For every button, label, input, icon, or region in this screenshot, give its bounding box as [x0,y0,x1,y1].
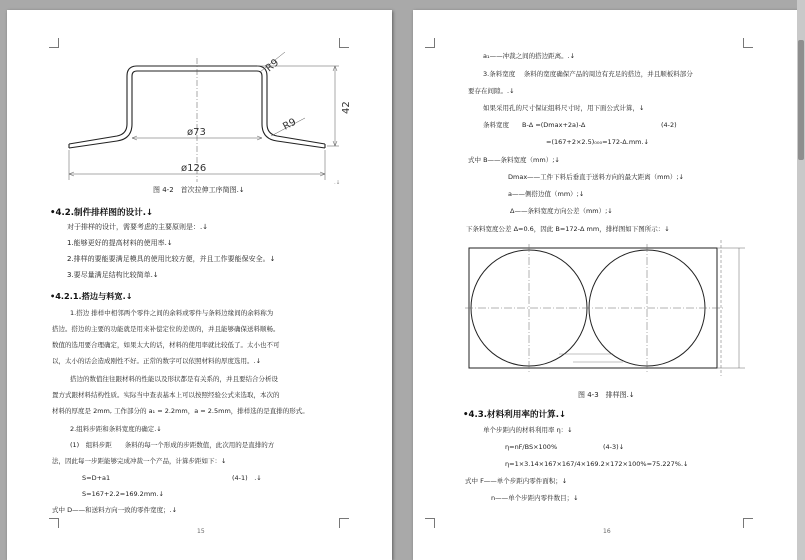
text-line: 3.要尽量满足结构比较简单.↓ [67,271,159,279]
formula: S=D+a1 [82,474,111,482]
vertical-scrollbar[interactable] [797,0,805,560]
text-line: 式中 F——单个步距内零件面积；↓ [465,477,568,485]
formula-number: (4-2) [661,121,677,129]
text-line: 2.组料步距和条料宽度的确定.↓ [70,425,162,433]
dim-42-label: 42 [341,101,352,114]
r9-bottom-label: R9 [281,116,299,133]
r9-top-label: R9 [263,57,282,75]
strip-layout-figure [463,238,753,380]
scrollbar-thumb[interactable] [798,40,804,160]
formula: η=1×3.14×167×167/4×169.2×172×100%=75.227%.↓ [505,460,689,468]
text-line: 3.条料宽度 条料的宽度确保产品的周边有充足的搭边，并且顺板料部分 [483,70,693,78]
crop-mark [49,518,59,528]
text-line: 式中 B——条料宽度（mm）;↓ [468,156,560,164]
text-line: 数值的选用要合理确定，如果太大的话，材料的使用率就比较低了。太小也不可 [52,341,280,349]
text-line: n——单个步距内零件数目；↓ [491,494,579,502]
text-line: 2.排样的要能要满足模具的使用比较方便，并且工作要能保安全。↓ [67,255,276,263]
crop-mark [339,38,349,48]
end-mark: .↓ [334,180,341,186]
text-line: Δ——条料宽度方向公差（mm）;↓ [510,207,613,215]
crop-mark [49,38,59,48]
text-line: 1.能够更好的提高材料的使用率.↓ [67,239,173,247]
formula-number: (4-1) .↓ [232,474,262,482]
text-line: 式中 D——和送料方向一致的零件宽度；.↓ [52,506,178,514]
text-line: a₁——冲裁之间的搭边距离。.↓ [483,52,576,60]
page-number: 15 [197,528,205,535]
dim-73-label: ø73 [187,127,206,138]
text-line: 如果采用孔的尺寸保证组料尺寸时，用下面公式计算，↓ [483,104,645,112]
figure-caption: 图 4-3 排样图.↓ [578,391,635,399]
crop-mark [743,518,753,528]
text-line: 要存在间隙。.↓ [468,87,515,95]
text-line: 搭边。搭边的主要的功能就是用来补偿定位的差误的，并且能够确保送料顺畅。 [52,325,280,333]
text-line: (1) 组料步距 条料的每一个形成的步距数值，此次用的是直排的方 [70,441,275,449]
text-line: 法，因此每一步距能够完成冲裁一个产品，计算步距如下：↓ [52,457,227,465]
formula: η=nF/BS×100% [505,443,558,451]
formula: S=167+2.2=169.2mm.↓ [82,490,164,498]
text-line: 以，太小的话会造成刚性不好。正常的数字可以依照材料的厚度选用。.↓ [52,357,262,365]
figure-caption: 图 4-2 首次拉伸工序简图.↓ [153,186,245,194]
formula: 条料宽度 B-Δ =(Dmax+2a)-Δ [483,121,586,129]
crop-mark [743,38,753,48]
text-line: 搭边的数值往往跟材料的性能以及形状都是有关系的，并且要结合分析设 [70,375,278,383]
document-page-right [413,10,798,560]
text-line: 下条料宽度公差 Δ=0.6，因此 B=172-Δ mm，排样图如下图所示：↓ [466,225,670,233]
text-line: Dmax——工件下料后垂直于送料方向的最大距离（mm）;↓ [508,173,684,181]
dim-126-label: ø126 [181,163,207,174]
formula-number: (4-3)↓ [603,443,625,451]
drawn-part-figure [57,52,352,192]
subsection-heading: •4.2.1.搭边与料宽.↓ [50,291,133,301]
formula: =(167+2×2.5)₀₀₀=172-Δ.mm.↓ [546,138,649,146]
text-line: 单个步距内的材料利用率 η：↓ [483,426,573,434]
section-heading: •4.2.制件排样图的设计.↓ [50,208,154,218]
text-line: 置方式跟材料结构性质。实际当中查表基本上可以按照经验公式来选取，本次的 [52,391,280,399]
crop-mark [425,518,435,528]
document-page-left [7,10,392,560]
crop-mark [339,518,349,528]
text-line: 材料的厚度是 2mm, 工作部分的 a₁ = 2.2mm，a = 2.5mm，排样选的是直排的形式。 [52,407,309,415]
page-number: 16 [603,528,611,535]
text-line: 对于排样的设计，需要考虑的主要原则是：.↓ [67,223,209,231]
section-heading: •4.3.材料利用率的计算.↓ [463,410,567,420]
text-line: a——侧搭边值（mm）;↓ [508,190,585,198]
crop-mark [425,38,435,48]
text-line: 1.搭边 排样中相邻两个零件之间的余料或零件与条料边缘间的余料称为 [70,309,274,317]
